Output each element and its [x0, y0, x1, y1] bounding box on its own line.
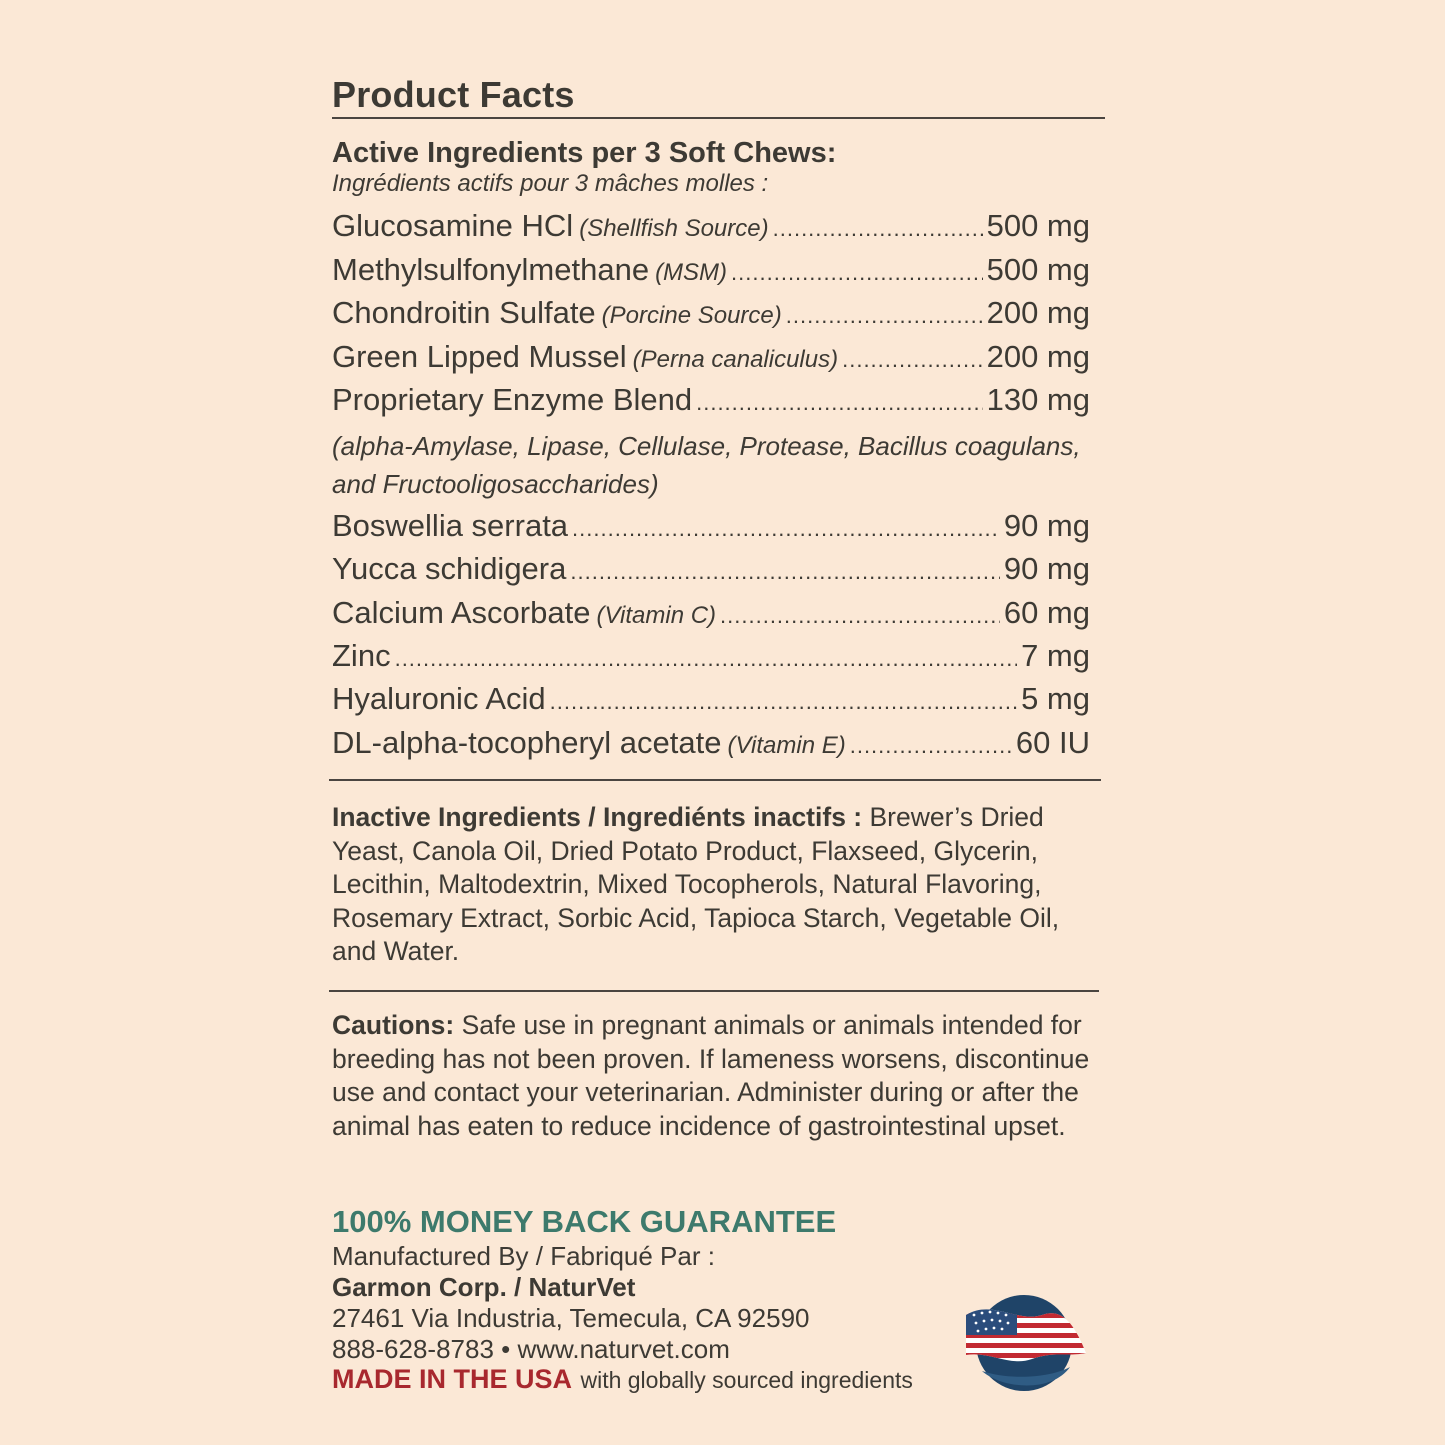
ingredient-amount: 500 mg	[986, 208, 1090, 243]
dot-leader	[842, 347, 982, 372]
ingredient-name: Methylsulfonylmethane	[332, 252, 650, 287]
divider	[332, 117, 1105, 119]
manufacturer-label: Manufactured By / Fabriqué Par :	[332, 1241, 715, 1271]
ingredient-amount: 90 mg	[1003, 551, 1090, 586]
dot-leader	[773, 216, 983, 241]
ingredient-row	[332, 339, 1090, 375]
ingredient-name: Zinc	[332, 638, 391, 673]
ingredient-row	[332, 382, 1090, 418]
ingredient-row	[332, 681, 1090, 717]
dot-leader	[395, 646, 1018, 671]
inactive-ingredients-text: Brewer’s Dried Yeast, Canola Oil, Dried Potato Product, Flaxseed, Glycerin, Lecithin, Maltodextrin, Mixed Tocopherols, Natural Flavoring, Rosemary Extract, Sorbic Acid, Tapioca Starch, Vegetable Oil, and Water.	[332, 802, 1060, 966]
inactive-ingredients-label: Inactive Ingredients / Ingrediénts inactifs :	[332, 802, 863, 832]
active-ingredients-subheading: Ingrédients actifs pour 3 mâches molles :	[332, 170, 769, 197]
ingredient-name: Hyaluronic Acid	[332, 681, 546, 716]
ingredient-name: Calcium Ascorbate	[332, 595, 591, 630]
manufacturer-address: 27461 Via Industria, Temecula, CA 92590	[332, 1303, 810, 1333]
ingredient-note: (Vitamin E)	[727, 732, 846, 759]
inactive-ingredients	[332, 801, 1102, 969]
ingredient-row	[332, 725, 1090, 761]
cautions-label: Cautions:	[332, 1010, 455, 1040]
ingredient-amount: 500 mg	[986, 252, 1090, 287]
dot-leader	[572, 516, 1000, 541]
ingredient-amount: 60 IU	[1015, 725, 1090, 760]
dot-leader	[570, 559, 999, 584]
active-ingredients-heading: Active Ingredients per 3 Soft Chews:	[332, 137, 837, 169]
ingredient-name: Proprietary Enzyme Blend	[332, 382, 693, 417]
ingredient-name: Green Lipped Mussel	[332, 339, 627, 374]
ingredient-name: Yucca schidigera	[332, 551, 567, 586]
ingredient-row	[332, 252, 1090, 288]
dot-leader	[731, 260, 983, 285]
ingredient-row	[332, 551, 1090, 587]
ingredient-row	[332, 638, 1090, 674]
dot-leader	[850, 733, 1012, 758]
made-in-usa-label: MADE IN THE USA	[332, 1364, 573, 1394]
divider	[329, 779, 1101, 781]
ingredient-note: (Vitamin C)	[596, 602, 717, 629]
ingredient-amount: 7 mg	[1021, 638, 1090, 673]
ingredient-note: (Shellfish Source)	[579, 215, 769, 242]
dot-leader	[696, 390, 982, 415]
cautions	[332, 1009, 1102, 1143]
ingredient-amount: 200 mg	[986, 339, 1090, 374]
enzyme-blend-note: (alpha-Amylase, Lipase, Cellulase, Protease, Bacillus coagulans, and Fructooligosaccharides)	[332, 431, 1081, 499]
ingredient-amount: 5 mg	[1021, 681, 1090, 716]
ingredient-note: (MSM)	[655, 259, 728, 286]
page-title: Product Facts	[332, 74, 575, 115]
manufacturer-name: Garmon Corp. / NaturVet	[332, 1272, 636, 1302]
made-in-usa	[332, 1364, 913, 1395]
ingredient-note: (Porcine Source)	[601, 302, 782, 329]
ingredient-row	[332, 295, 1090, 331]
product-facts-panel	[332, 0, 1107, 1445]
ingredient-row	[332, 595, 1090, 631]
ingredient-amount: 200 mg	[986, 295, 1090, 330]
ingredient-amount: 130 mg	[986, 382, 1090, 417]
dot-leader	[720, 603, 1000, 628]
sourcing-note: with globally sourced ingredients	[580, 1367, 913, 1393]
ingredient-amount: 90 mg	[1003, 508, 1090, 543]
us-flag-icon	[962, 1293, 1092, 1393]
ingredient-name: Glucosamine HCl	[332, 208, 574, 243]
ingredient-row	[332, 208, 1090, 244]
cautions-text: Safe use in pregnant animals or animals intended for breeding has not been proven. If lameness worsens, discontinue use and contact your veterinarian. Administer during or after the animal has eaten to reduce incidence of gastrointestinal upset.	[332, 1010, 1090, 1141]
ingredient-name: DL-alpha-tocopheryl acetate	[332, 725, 722, 760]
manufacturer-contact: 888-628-8783 • www.naturvet.com	[332, 1334, 730, 1364]
ingredient-name: Chondroitin Sulfate	[332, 295, 596, 330]
dot-leader	[786, 303, 983, 328]
ingredient-row	[332, 508, 1090, 544]
ingredient-name: Boswellia serrata	[332, 508, 569, 543]
dot-leader	[550, 689, 1017, 714]
ingredient-note: (Perna canaliculus)	[632, 346, 839, 373]
ingredient-amount: 60 mg	[1003, 595, 1090, 630]
money-back-guarantee: 100% MONEY BACK GUARANTEE	[332, 1204, 837, 1239]
divider	[329, 990, 1099, 992]
